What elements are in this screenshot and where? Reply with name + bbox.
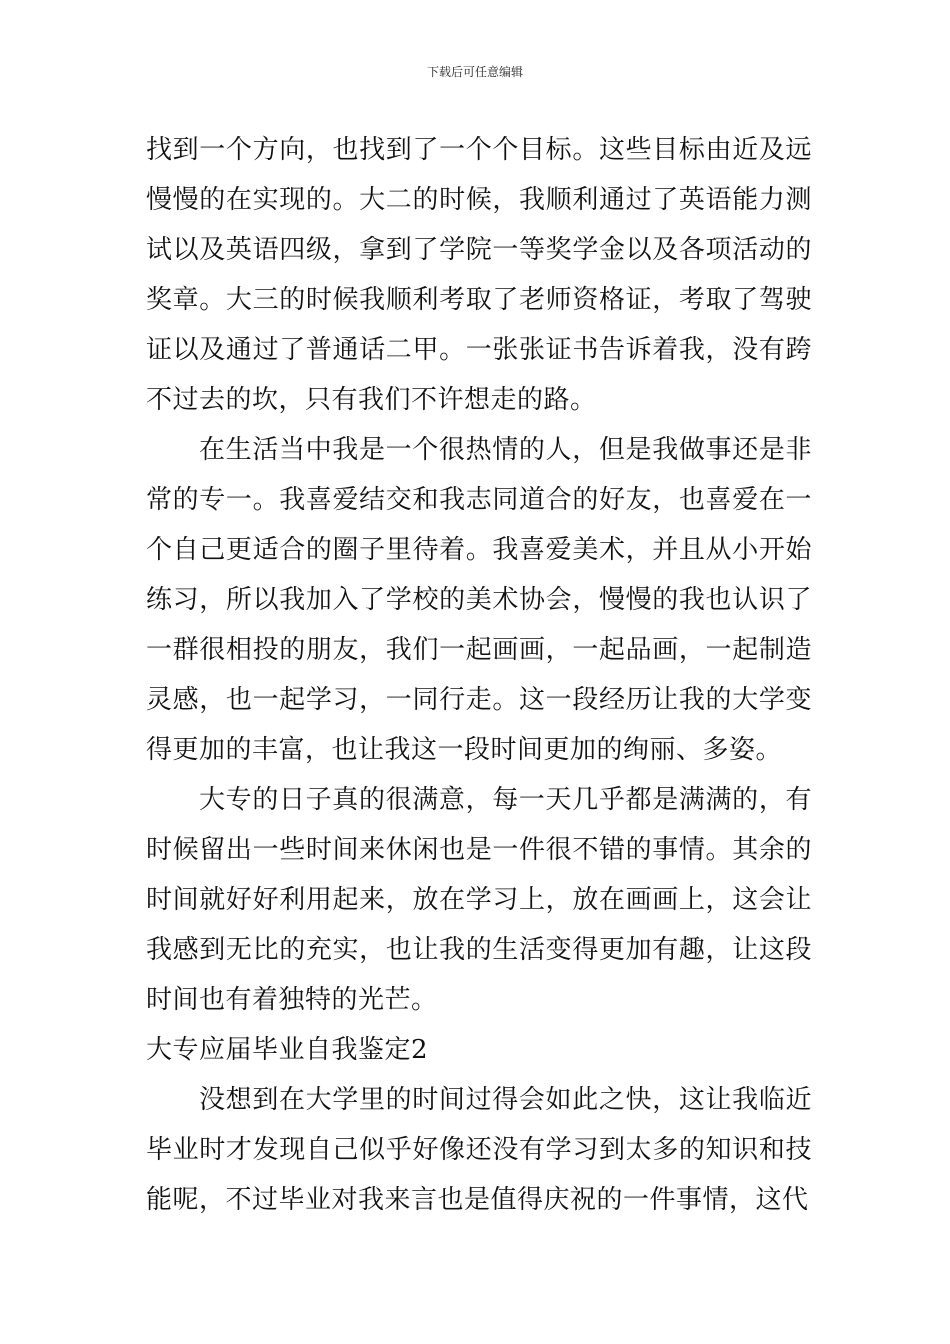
paragraph-college-days: 大专的日子真的很满意，每一天几乎都是满满的，有时候留出一些时间来休闲也是一件很不错的事情。其余的时间就好好利用起来，放在学习上，放在画画上，这会让我感到无比的充实，也让我的生活变得更加有趣，让这段时间也有着独特的光芒。 <box>146 785 812 1015</box>
paragraph-continued: 找到一个方向，也找到了一个个目标。这些目标由近及远慢慢的在实现的。大二的时候，我顺利通过了英语能力测试以及英语四级，拿到了学院一等奖学金以及各项活动的奖章。大三的时候我顺利考取了老师资格证，考取了驾驶证以及通过了普通话二甲。一张张证书告诉着我，没有跨不过去的坎，只有我们不许想走的路。 <box>146 135 812 415</box>
paragraph-life: 在生活当中我是一个很热情的人，但是我做事还是非常的专一。我喜爱结交和我志同道合的好友，也喜爱在一个自己更适合的圈子里待着。我喜爱美术，并且从小开始练习，所以我加入了学校的美术协会，慢慢的我也认识了一群很相投的朋友，我们一起画画，一起品画，一起制造灵感，也一起学习，一同行走。这一段经历让我的大学变得更加的丰富，也让我这一段时间更加的绚丽、多姿。 <box>146 435 812 765</box>
document-body <box>146 125 812 1225</box>
section-title: 大专应届毕业自我鉴定2 <box>146 1035 429 1065</box>
paragraph-section-intro: 没想到在大学里的时间过得会如此之快，这让我临近毕业时才发现自己似乎好像还没有学习到太多的知识和技能呢，不过毕业对我来言也是值得庆祝的一件事情，这代 <box>146 1085 812 1215</box>
header-note: 下载后可任意编辑 <box>426 65 523 79</box>
